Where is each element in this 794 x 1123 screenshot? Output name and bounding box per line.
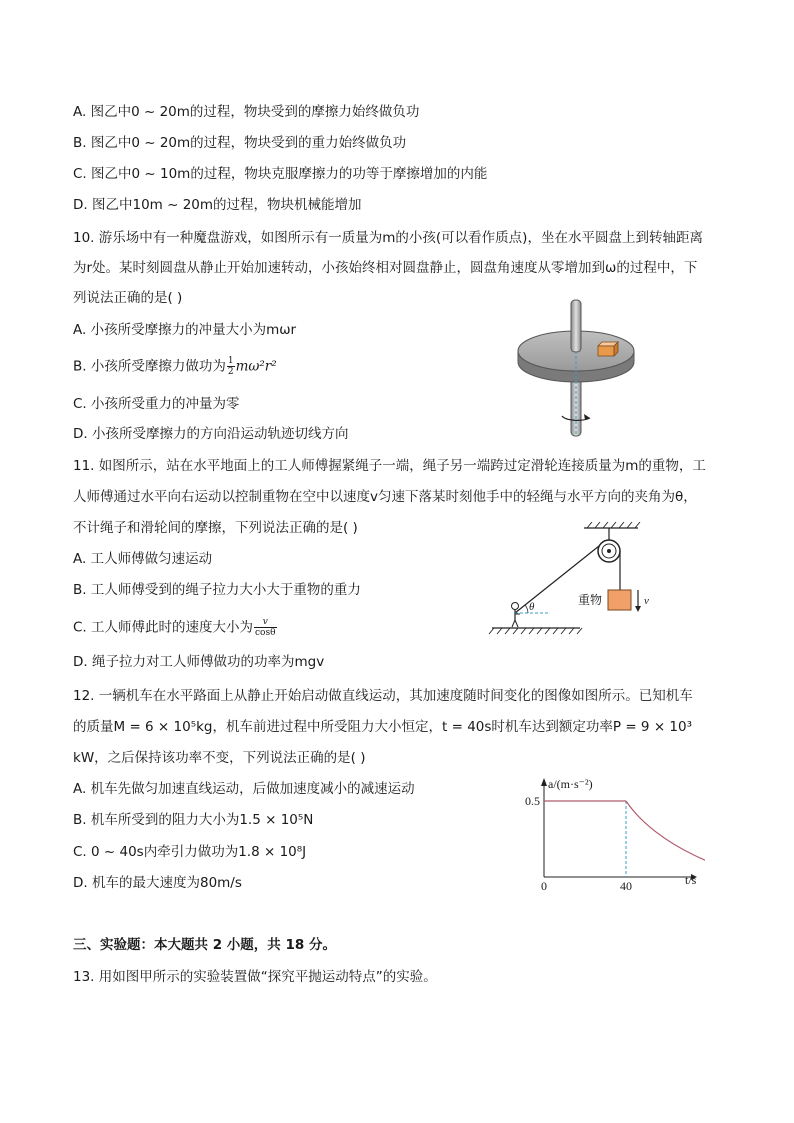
origin-label: 0	[541, 879, 547, 890]
q11-stem-line1: 11. 如图所示，站在水平地面上的工人师傅握紧绳子一端，绳子另一端跨过定滑轮连接质量为m的重物，工	[73, 458, 706, 474]
q12-option-a: A. 机车先做匀加速直线运动，后做加速度减小的减速运动	[73, 781, 415, 797]
q10-stem-line3: 列说法正确的是( )	[73, 290, 183, 306]
weight-label: 重物	[578, 593, 603, 607]
axle-upper	[571, 300, 581, 352]
q10-option-a: A. 小孩所受摩擦力的冲量大小为mωr	[73, 322, 297, 338]
q10-option-c: C. 小孩所受重力的冲量为零	[73, 396, 240, 412]
x-axis-label: t/s	[685, 873, 697, 887]
q9-option-b: B. 图乙中0 ~ 20m的过程，物块受到的重力始终做负功	[73, 135, 407, 151]
decreasing-acceleration-curve	[626, 801, 705, 877]
ceiling-hatch	[587, 522, 640, 528]
q9-option-d: D. 图乙中10m ~ 20m的过程，物块机械能增加	[73, 197, 362, 213]
rotating-disc-figure	[512, 296, 642, 441]
angle-label: θ	[529, 601, 535, 613]
q12-stem-line1: 12. 一辆机车在水平路面上从静止开始启动做直线运动，其加速度随时间变化的图像如图所示。已知机车	[73, 688, 693, 704]
ground-hatch	[489, 628, 582, 634]
q9-option-a: A. 图乙中0 ~ 20m的过程，物块受到的摩擦力始终做负功	[73, 104, 420, 120]
q10-option-b-math: mω²r²	[235, 358, 277, 375]
q11-option-d: D. 绳子拉力对工人师傅做功的功率为mgv	[73, 654, 325, 670]
acceleration-time-chart	[515, 772, 705, 890]
q13-stem: 13. 用如图甲所示的实验装置做“探究平抛运动特点”的实验。	[73, 969, 437, 985]
q11-option-c-text: C. 工人师傅此时的速度大小为	[73, 619, 254, 636]
q11-option-c	[73, 617, 278, 638]
weight-block	[608, 590, 631, 610]
y-axis-arrow	[541, 778, 547, 786]
q12-option-b: B. 机车所受到的阻力大小为1.5 × 10⁵N	[73, 812, 314, 828]
child-block	[598, 342, 618, 356]
q12-stem-line3: kW，之后保持该功率不变，下列说法正确的是( )	[73, 750, 366, 766]
y-tick-label: 0.5	[525, 794, 540, 808]
q10-option-b-text: B. 小孩所受摩擦力做功为	[73, 358, 226, 375]
section-3-heading: 三、实验题：本大题共 2 小题，共 18 分。	[73, 937, 336, 953]
q11-stem-line3: 不计绳子和滑轮间的摩擦，下列说法正确的是( )	[73, 520, 358, 536]
q11-stem-line2: 人师傅通过水平向右运动以控制重物在空中以速度v匀速下落某时刻他手中的轻绳与水平方向的夹角为θ，	[73, 489, 697, 505]
q11-option-c-fraction: $\frac{v}{\cos\theta}$	[255, 617, 276, 638]
velocity-label: v	[644, 595, 649, 607]
x-tick-label: 40	[620, 879, 632, 890]
pulley-figure	[488, 522, 794, 640]
q10-option-b-fraction: $\frac{1}{2}$	[227, 356, 234, 377]
angle-arc	[525, 605, 528, 613]
q9-option-c: C. 图乙中0 ~ 10m的过程，物块克服摩擦力的功等于摩擦增加的内能	[73, 166, 488, 182]
q11-option-a: A. 工人师傅做匀速运动	[73, 551, 213, 567]
rotation-arrowhead	[584, 414, 590, 420]
q10-option-d: D. 小孩所受摩擦力的方向沿运动轨迹切线方向	[73, 426, 349, 442]
q12-option-c: C. 0 ~ 40s内牵引力做功为1.8 × 10⁸J	[73, 844, 307, 860]
q11-option-b: B. 工人师傅受到的绳子拉力大小大于重物的重力	[73, 582, 361, 598]
q10-stem-line1: 10. 游乐场中有一种魔盘游戏，如图所示有一质量为m的小孩(可以看作质点)，坐在水平圆盘上到转轴距离	[73, 230, 703, 246]
q10-option-b	[73, 356, 277, 377]
worker	[512, 603, 521, 628]
q10-stem-line2: 为r处。某时刻圆盘从静止开始加速转动，小孩始终相对圆盘静止，圆盘角速度从零增加到ω的过程中，下	[73, 260, 698, 276]
q12-option-d: D. 机车的最大速度为80m/s	[73, 875, 242, 891]
y-axis-label: a/(m·s⁻²)	[548, 777, 593, 791]
q12-stem-line2: 的质量M = 6 × 10⁵kg，机车前进过程中所受阻力大小恒定，t = 40s时机车达到额定功率P = 9 × 10³	[73, 719, 693, 735]
